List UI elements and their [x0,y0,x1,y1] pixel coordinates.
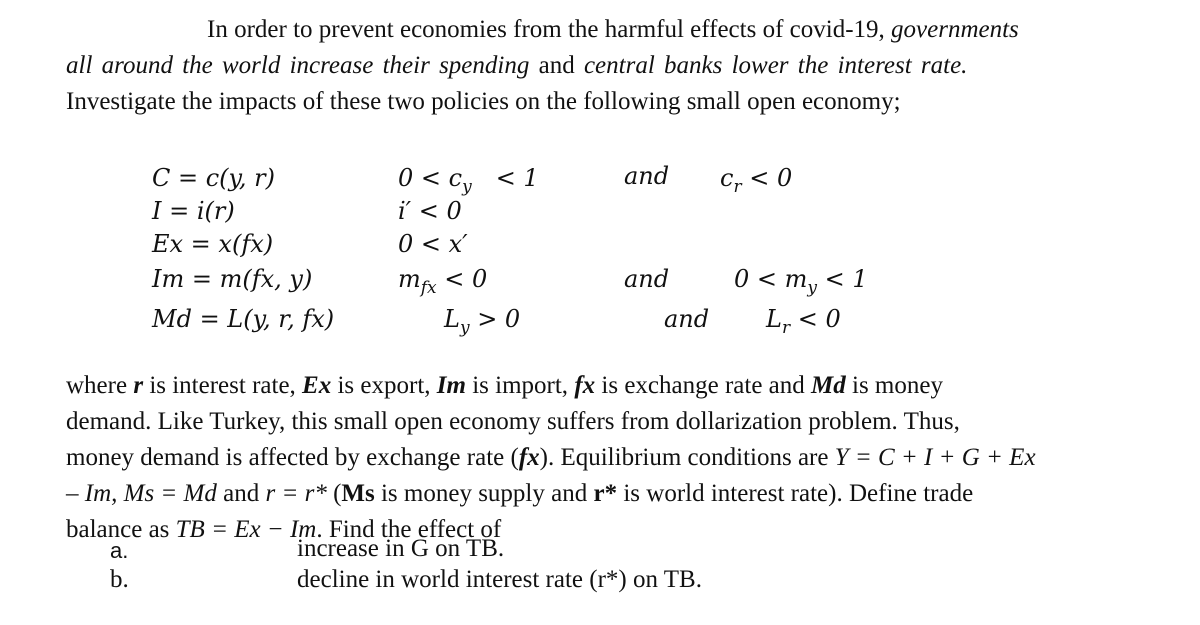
condition-i-prime: i′ < 0 [398,197,462,225]
equation-consumption: C = c(y, r) [152,164,275,192]
item-a-text: increase in G on TB. [297,535,505,562]
item-a-marker: a. [110,538,129,563]
intro-text: governments [891,16,1019,43]
description-line-1: where r is interest rate, Ex is export, Im is import, fx is exchange rate and Md is money [66,372,943,399]
item-b-marker: b. [110,566,129,593]
intro-text: and [538,52,575,79]
condition-cr: $c_r < 0$ [720,164,793,197]
intro-paragraph [66,12,1146,120]
condition-lr: $L_r < 0$ [766,305,841,338]
condition-mfx: $m_{fx} < 0$ [398,265,488,298]
intro-text: In order to prevent economies from the harmful effects of covid-19, [207,16,885,43]
description-line-4: – Im, Ms = Md and r = r* (Ms is money supply and r* is world interest rate). Define trade [66,480,974,507]
and-word: and [624,265,670,293]
intro-line-2 [66,48,1146,84]
equation-export: Ex = x(fx) [152,230,274,258]
intro-text: all around the world increase their spending [66,52,530,79]
intro-line-3: Investigate the impacts of these two policies on the following small open economy; [66,88,901,115]
equation-import: Im = m(fx, y) [152,265,313,293]
condition-my: $0 < m_y < 1$ [734,265,868,298]
description-line-3: money demand is affected by exchange rate (fx). Equilibrium conditions are Y = C + I + G + Ex [66,444,1036,471]
equation-money-demand: Md = L(y, r, fx) [152,305,335,333]
description-line-2: demand. Like Turkey, this small open economy suffers from dollarization problem. Thus, [66,408,960,435]
condition-ly: $L_y > 0$ [444,305,521,338]
description-paragraph [66,368,1146,548]
description-line-5: balance as TB = Ex − Im. Find the effect of [66,516,502,543]
intro-text: central banks lower the interest rate. [583,52,968,79]
intro-line-1 [66,12,1146,48]
equation-investment: I = i(r) [152,197,235,225]
and-word: and [664,305,710,333]
item-b-text: decline in world interest rate (r*) on TB. [297,566,702,593]
condition-cy: $0 < c_y < 1$ [398,164,539,197]
condition-x-prime: 0 < x′ [398,230,468,258]
and-word: and [624,162,670,190]
